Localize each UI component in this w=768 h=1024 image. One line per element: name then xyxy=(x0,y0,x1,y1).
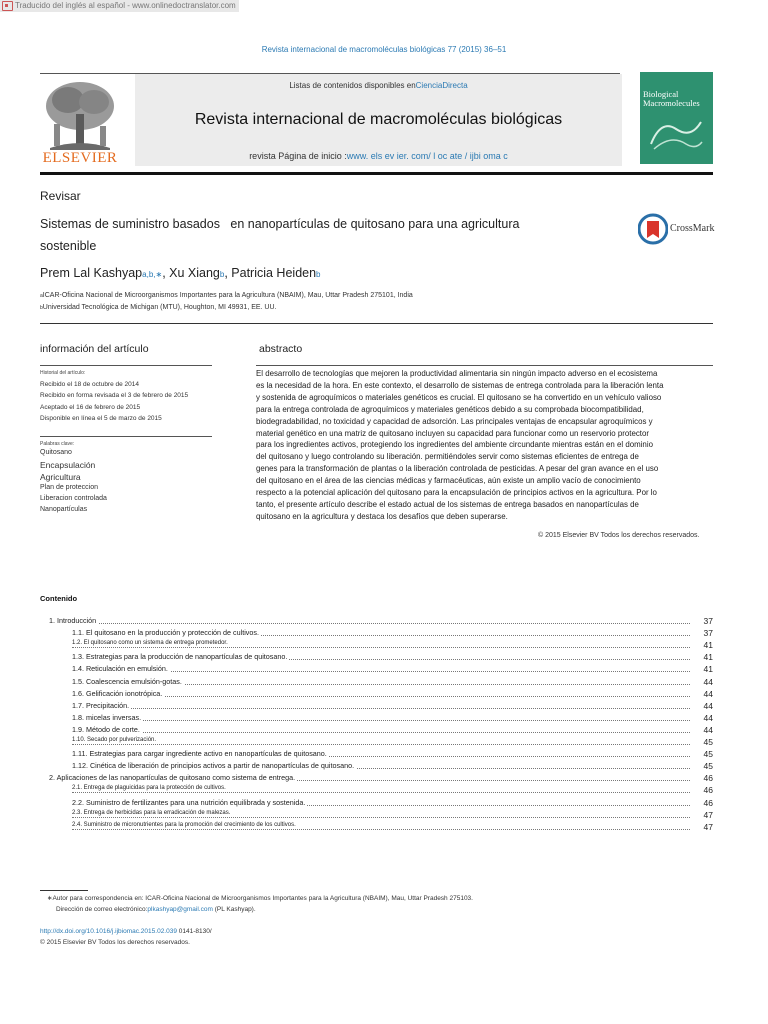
keywords-rule xyxy=(40,436,212,437)
toc-page-number: 44 xyxy=(703,712,713,723)
abstract-line: genes para la transformación de plantas o la liberación controlada de pesticidas. A pesar del gran avance en el uso xyxy=(256,464,659,474)
toc-page-number: 46 xyxy=(703,785,713,796)
author-marks[interactable]: b xyxy=(316,270,321,279)
affiliation-b xyxy=(40,304,277,311)
journal-cover-thumbnail[interactable] xyxy=(640,72,713,164)
doi-link[interactable]: http://dx.doi.org/10.1016/j.ijbiomac.2015.02.039 xyxy=(40,928,177,935)
abstract-line: El desarrollo de tecnologías que mejoren la productividad alimentaria sin ningún impacto adverso en el ecosistema xyxy=(256,369,658,378)
author-marks[interactable]: a,b,∗ xyxy=(142,270,163,279)
title-line-2: sostenible xyxy=(40,239,97,253)
toc-entry[interactable] xyxy=(0,773,768,784)
author-separator: , xyxy=(224,266,232,280)
toc-label: 2.4. Suministro de micronutrientes para la promoción del crecimiento de los cultivos. xyxy=(72,821,296,828)
history-label: Historial del artículo: xyxy=(40,370,86,376)
history-received: Recibido el 18 de octubre de 2014 xyxy=(40,381,140,388)
abstract-line: para los ingredientes activos, protegiendo los ingredientes del ambiente circundante mientras están en el dominio xyxy=(256,440,653,450)
toc-entry[interactable] xyxy=(0,785,768,796)
doi-line xyxy=(40,928,212,935)
toc-label: 2. Aplicaciones de las nanopartículas de quitosano como sistema de entrega. xyxy=(49,773,296,783)
toc-entry[interactable] xyxy=(0,737,768,748)
abstract-copyright: © 2015 Elsevier BV Todos los derechos reservados. xyxy=(538,532,700,539)
toc-leader-dots xyxy=(72,701,690,709)
keywords-label: Palabras clave: xyxy=(40,441,75,447)
toc-label: 2.1. Entrega de plaguicidas para la protección de cultivos. xyxy=(72,785,226,792)
author[interactable]: Prem Lal Kashyap xyxy=(40,266,143,280)
crossmark-icon xyxy=(638,213,668,245)
toc-page-number: 45 xyxy=(703,737,713,747)
issn: 0141-8130/ xyxy=(176,928,212,935)
toc-page-number: 44 xyxy=(703,688,713,699)
abstract-rule xyxy=(256,365,713,366)
author-list xyxy=(40,266,321,280)
history-accepted: Aceptado el 16 de febrero de 2015 xyxy=(40,404,141,411)
affiliation-text: ICAR-Oficina Nacional de Microorganismos Importantes para la Agricultura (NBAIM), Mau, Uttar Pradesh 275101, India xyxy=(42,292,413,299)
abstract-line: del quitosano y luego controlando su liberación. permitiéndoles servir como sistemas eficientes de entrega de xyxy=(256,452,639,462)
abstract-heading: abstracto xyxy=(259,343,303,355)
abstract-line: es la necesidad de la hora. En este contexto, el desarrollo de sistemas de entrega controlada para la liberación lenta xyxy=(256,380,664,390)
toc-label: 1.11. Estrategias para cargar ingrediente activo en nanopartículas de quitosano. xyxy=(72,749,327,759)
crossmark-label: CrossMark xyxy=(670,223,715,234)
toc-label: 1.4. Reticulación en emulsión. xyxy=(72,664,168,674)
toc-label: 1. Introducción xyxy=(49,616,97,625)
toc-label: 1.5. Coalescencia emulsión-gotas. xyxy=(72,676,182,686)
homepage-prefix: revista Página de inicio : xyxy=(249,151,347,161)
journal-homepage xyxy=(135,151,622,161)
keyword: Plan de proteccion xyxy=(40,484,98,491)
author[interactable]: Patricia Heiden xyxy=(231,266,317,280)
affiliation-mark: b xyxy=(40,305,43,311)
cover-illustration xyxy=(646,114,706,154)
toc-page-number: 41 xyxy=(703,652,713,663)
article-type: Revisar xyxy=(40,189,81,203)
toc-label: 2.2. Suministro de fertilizantes para una nutrición equilibrada y sostenida. xyxy=(72,797,306,807)
sciencedirect-link[interactable]: CienciaDirecta xyxy=(415,81,468,90)
header-thick-rule xyxy=(40,172,713,175)
journal-citation[interactable]: Revista internacional de macromoléculas biológicas 77 (2015) 36–51 xyxy=(261,45,507,54)
email-prefix: Dirección de correo electrónico: xyxy=(56,906,148,913)
history-revised: Recibido en forma revisada el 3 de febrero de 2015 xyxy=(40,392,189,399)
abstract-line: y sostenida de agroquímicos o materiales genéticos es crucial. El quitosano se ha convertido en un vehículo valioso xyxy=(256,392,662,402)
toc-page-number: 41 xyxy=(703,664,713,675)
footnote-rule xyxy=(40,890,88,891)
keyword: Nanopartículas xyxy=(40,506,88,513)
toc-entry[interactable] xyxy=(0,822,768,833)
toc-label: 1.12. Cinética de liberación de principios activos a partir de nanopartículas de quitosano. xyxy=(72,761,355,771)
abstract-line: tanto, el presente artículo describe el estado actual de los sistemas de entrega basados en nanopartículas de xyxy=(256,499,639,509)
abstract-line: para la entrega controlada de agroquímicos y materiales genéticos debido a su comprobada biocompatibilidad, xyxy=(256,404,644,414)
toc-page-number: 37 xyxy=(703,616,713,626)
toc-label: 1.1. El quitosano en la producción y protección de cultivos. xyxy=(72,628,259,638)
toc-entry[interactable] xyxy=(0,677,768,688)
toc-page-number: 41 xyxy=(703,640,713,651)
article-info-rule xyxy=(40,365,212,366)
toc-label: 1.10. Secado por pulverización. xyxy=(72,737,157,743)
toc-page-number: 45 xyxy=(703,749,713,760)
contents-availability xyxy=(135,81,622,90)
abstract-line: respecto a la potencial aplicación del quitosano para la encapsulación de principios activos en la agricultura. Por lo xyxy=(256,488,657,498)
toc-entry[interactable] xyxy=(0,616,768,627)
author-separator: , xyxy=(162,266,170,280)
toc-page-number: 44 xyxy=(703,724,713,735)
email-suffix: (PL Kashyap). xyxy=(212,906,256,913)
abstract-line: biodegradabilidad, no toxicidad y capacidad de adsorción. Las principales ventajas de encapsular agroquímicos y xyxy=(256,416,653,426)
toc-label: 2.3. Entrega de herbicidas para la erradicación de malezas. xyxy=(72,809,231,816)
toc-entry[interactable] xyxy=(0,652,768,663)
abstract-line: material genético en una matriz de quitosano incluyen su capacidad para funcionar como un reservorio protector xyxy=(256,428,650,438)
keyword: Encapsulación xyxy=(40,460,96,470)
toc-page-number: 45 xyxy=(703,761,713,772)
toc-leader-dots xyxy=(72,737,690,745)
email-link[interactable]: plkashyap@gmail.com xyxy=(147,906,213,913)
abstract-line: quitosano en la agricultura y destaca los desafíos que deben superarse. xyxy=(256,511,508,521)
toc-entry[interactable] xyxy=(0,701,768,712)
affiliation-mark: a xyxy=(40,293,43,299)
contents-heading: Contenido xyxy=(40,594,78,603)
toc-entry[interactable] xyxy=(0,761,768,772)
affiliation-a xyxy=(40,292,413,299)
contents-prefix: Listas de contenidos disponibles en xyxy=(289,81,416,90)
journal-title: Revista internacional de macromoléculas biológicas xyxy=(194,111,563,128)
elsevier-wordmark: ELSEVIER xyxy=(42,150,118,166)
toc-label: 1.6. Gelificación ionotrópica. xyxy=(72,688,163,698)
author[interactable]: Xu Xiang xyxy=(169,266,220,280)
history-online: Disponible en línea el 5 de marzo de 2015 xyxy=(40,415,162,422)
homepage-link[interactable]: www. els ev ier. com/ l oc ate / ijbi oma c xyxy=(346,151,508,161)
toc-page-number: 44 xyxy=(703,700,713,711)
toc-entry[interactable] xyxy=(0,713,768,724)
crossmark-badge[interactable] xyxy=(638,213,716,245)
article-title xyxy=(40,213,600,257)
toc-leader-dots xyxy=(72,713,690,721)
toc-entry[interactable] xyxy=(0,749,768,760)
title-line-1: Sistemas de suministro basados en nanopartículas de quitosano para una agricultura xyxy=(40,217,520,231)
toc-entry[interactable] xyxy=(0,628,768,639)
toc-leader-dots xyxy=(72,725,690,733)
toc-label: 1.2. El quitosano como un sistema de entrega prometedor. xyxy=(72,640,228,647)
cover-title: Biological Macromolecules xyxy=(643,89,700,108)
toc-page-number: 46 xyxy=(703,797,713,808)
toc-entry[interactable] xyxy=(0,664,768,675)
article-info-heading: información del artículo xyxy=(40,343,149,355)
toc-leader-dots xyxy=(72,689,690,697)
toc-leader-dots xyxy=(49,616,690,624)
toc-page-number: 47 xyxy=(703,809,713,820)
toc-entry[interactable] xyxy=(0,798,768,809)
toc-page-number: 44 xyxy=(703,676,713,687)
toc-entry[interactable] xyxy=(0,640,768,651)
section-rule xyxy=(40,323,713,324)
footer-copyright: © 2015 Elsevier BV Todos los derechos reservados. xyxy=(40,939,190,946)
translator-text: Traducido del inglés al español - www.onlinedoctranslator.com xyxy=(15,1,236,10)
email-note xyxy=(56,906,256,913)
toc-entry[interactable] xyxy=(0,725,768,736)
toc-label: 1.8. micelas inversas. xyxy=(72,712,142,722)
keyword: Liberacion controlada xyxy=(40,495,107,502)
toc-page-number: 37 xyxy=(703,628,713,639)
toc-entry[interactable] xyxy=(0,689,768,700)
toc-entry[interactable] xyxy=(0,810,768,821)
translate-icon xyxy=(2,1,13,11)
keyword: Agricultura xyxy=(40,472,81,482)
keyword: Quitosano xyxy=(40,449,72,456)
corresponding-author-note: ∗Autor para correspondencia en: ICAR-Oficina Nacional de Microorganismos Importantes para la Agricultura (NBAIM), Mau, Uttar Pradesh 275103. xyxy=(47,895,473,902)
toc-label: 1.3. Estrategias para la producción de nanopartículas de quitosano. xyxy=(72,652,288,662)
toc-page-number: 47 xyxy=(703,821,713,832)
toc-label: 1.7. Precipitación. xyxy=(72,700,130,710)
toc-page-number: 46 xyxy=(703,773,713,784)
abstract-line: del quitosano en el área de las ciencias médicas y farmacéuticas, aún existe un amplio vacío de conocimiento xyxy=(256,476,641,486)
translator-banner[interactable] xyxy=(0,0,239,12)
abstract-body xyxy=(256,368,714,523)
affiliation-text: Universidad Tecnológica de Michigan (MTU), Houghton, MI 49931, EE. UU. xyxy=(42,304,277,311)
author-marks[interactable]: b xyxy=(219,270,225,279)
toc-label: 1.9. Método de corte. xyxy=(72,724,140,734)
